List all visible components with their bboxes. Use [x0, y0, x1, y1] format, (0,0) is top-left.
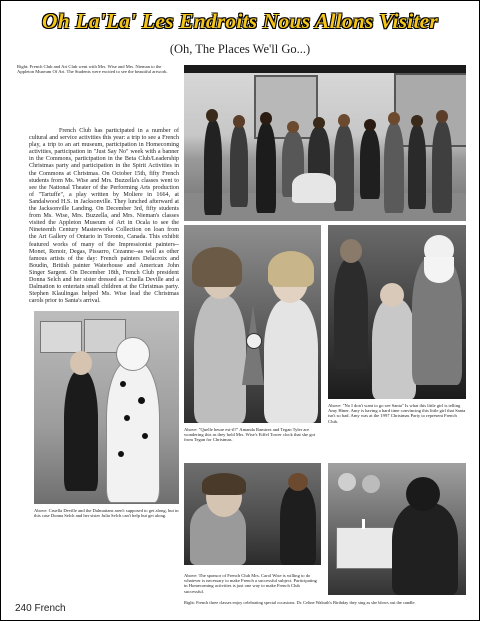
birthday-cake-photo [328, 463, 466, 595]
caption-sponsor: Above: The sponsor of French Club Mrs. Carol Wise is willing to do whatever is necessary to make French a successful subject. Participating in Homecoming activities is just one way to make French Club successful. [184, 573, 317, 594]
group-photo-museum [184, 65, 466, 221]
caption-dalmatian: Above: Cruella Deville and the Dalmatians aren't supposed to get along, but in this case Donna Selch and her sister Julia Selch can't help but get along. [34, 508, 179, 519]
page-title: Oh La'La' Les Endroits Nous Allons Visiter [42, 9, 438, 33]
main-story: French Club has participated in a number of cultural and service activities this year: a trip to see a French play, a trip to an art museum, participation in Homecoming activities, participation in "Just Say No" week with a banner in the Commons, participation in the Beta Club/Leadership Christmas party and participation in the Spirit Activities in the Commons at Christmas. On October 15th, fifty French students from Ms. Wise and Mrs. Buzzella's classes went to see the National Theater of the Performing Arts production of "Tartuffe", a play written by Moliere in 1664, at Sandalwood H.S. in Jacksonville. They lunched afterward at the Jacksonville Landing. On December 3rd, fifty students from Ms. Wise, Mrs. Buzzella, and Mrs. Nieman's classes visited the Appleton Museum of Art in Ocala to see the Nineteenth Century Masterworks Collection on loan from the Art Gallery of Ontario in Toronto, Canada. This exhibit featured works of many of the Impressionist painters--Monet, Renoir, Degas, Pissarro, Cezanne--as well as other famous artists of the day: French painters Delacroix and Boudin, British painter Waterhouse and American John Singer Sargent. On December 18th, French Club president Donna Selch and her sister dressed as Cruella Deville and a Dalmation to entertain small children at the Christmas party. Stephen Klaulingas helped Ms. Wise lead the Christmas carols prior to Santa's arrival. [29, 128, 179, 305]
page-folio: 240 French [15, 603, 66, 614]
caption-eiffel-clock: Above: "Quelle heure est-il?" Amanda Ramirez and Tegan Tyler are wondering this as they hold Mrs. Wise's Eiffel Tower clock that she got from Tegan for Christmas. [184, 427, 316, 443]
page-subtitle: (Oh, The Places We'll Go...) [169, 42, 311, 56]
sponsor-photo [184, 463, 321, 565]
dalmatian-photo [34, 311, 179, 504]
santa-photo [328, 225, 466, 399]
caption-santa: Above: "No I don't want to go see Santa" Is what this little girl is telling Amy Hiner. Amy is having a hard time convincing this little girl that Santa isn't so bad. Amy was at the 1997 Christmas Party to represent French Club. [328, 403, 466, 424]
eiffel-clock-photo [184, 225, 321, 423]
caption-museum-trip: Right: French Club and Art Club went with Mrs. Wise and Mrs. Nieman to the Appleton Museum Of Art. The Students were excited to see the beautiful artwork. [17, 64, 168, 75]
caption-birthday: Right: French three classes enjoy celebrating special occasions. Dr. Celine Walrath's Birthday they sing as she blows out the candle. [184, 600, 416, 605]
